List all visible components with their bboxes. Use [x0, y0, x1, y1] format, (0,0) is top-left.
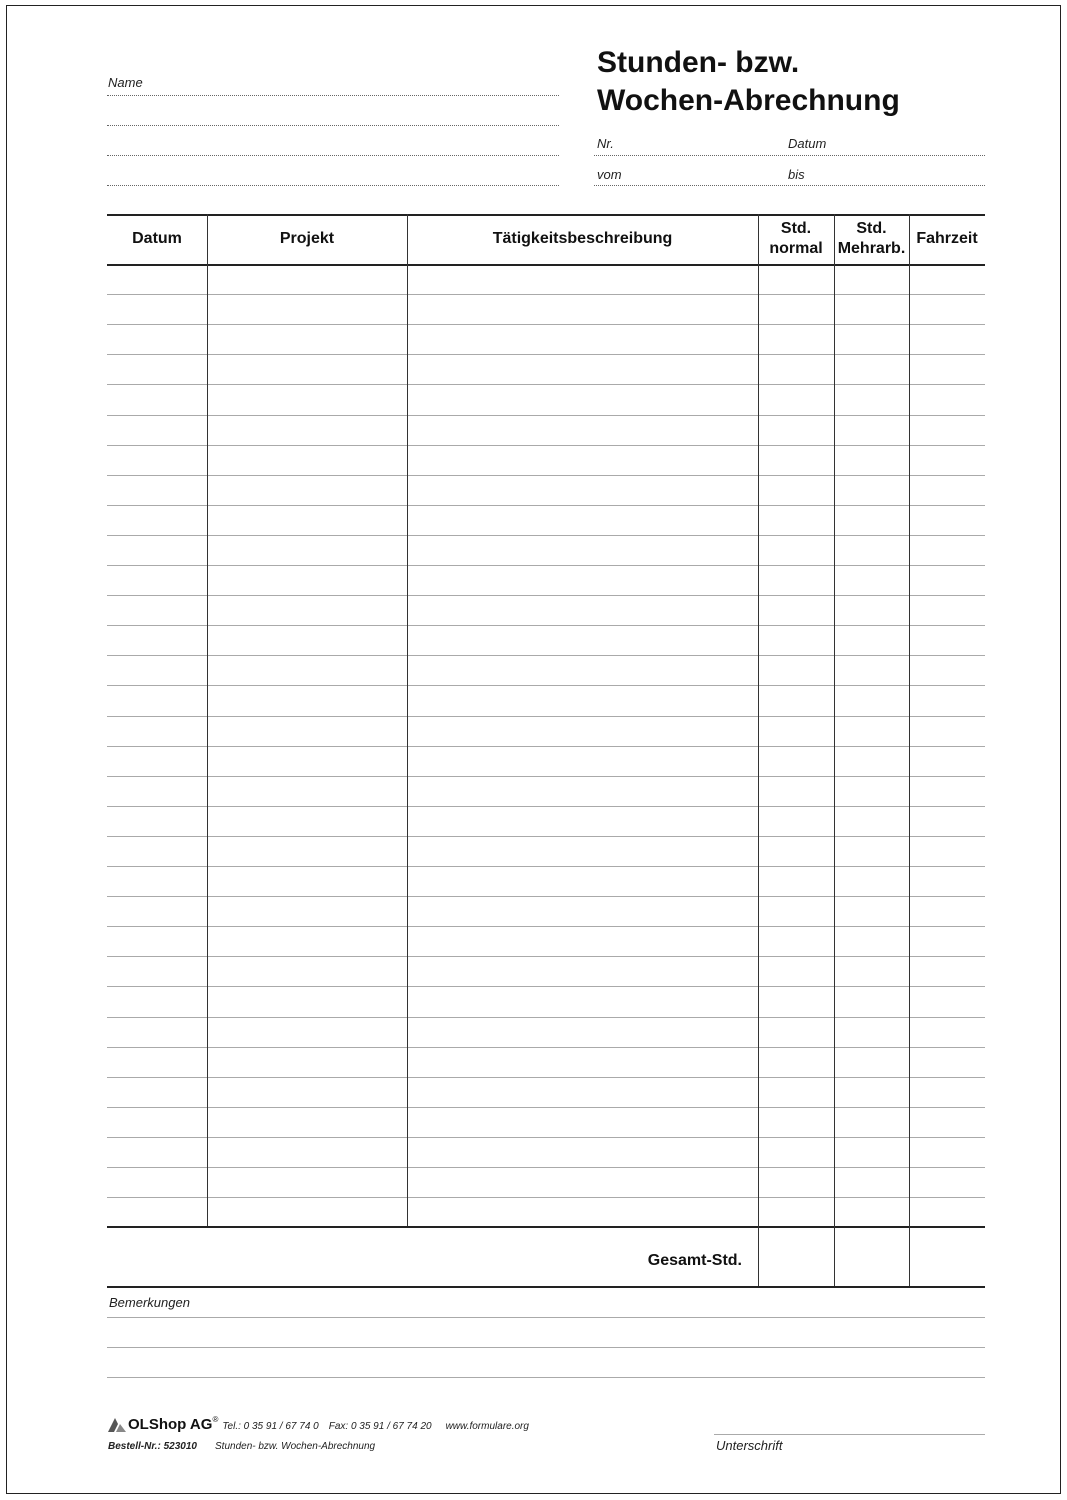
- footer-company-block: [108, 1416, 529, 1433]
- col-header-taetigkeit: Tätigkeitsbeschreibung: [492, 230, 673, 247]
- table-row-line: [107, 806, 985, 807]
- col-header-fahrzeit: Fahrzeit: [916, 230, 978, 247]
- order-number: Bestell-Nr.: 523010: [108, 1441, 197, 1452]
- table-row-line: [107, 1197, 985, 1198]
- table-row-line: [107, 415, 985, 416]
- table-column-divider: [407, 214, 408, 1226]
- remarks-line-1[interactable]: [107, 1317, 985, 1318]
- table-column-divider: [207, 214, 208, 1226]
- remarks-line-2[interactable]: [107, 1347, 985, 1348]
- table-row-line: [107, 776, 985, 777]
- nr-label: Nr.: [597, 136, 614, 151]
- total-label: Gesamt-Std.: [647, 1252, 742, 1269]
- table-row-line: [107, 716, 985, 717]
- table-total-bottom-border: [107, 1286, 985, 1288]
- signature-line[interactable]: [714, 1434, 985, 1435]
- table-row-line: [107, 866, 985, 867]
- name-label: Name: [108, 75, 143, 90]
- datum-label: Datum: [788, 136, 827, 151]
- table-row-line: [107, 595, 985, 596]
- table-row-line: [107, 324, 985, 325]
- table-row-line: [107, 896, 985, 897]
- order-title: Stunden- bzw. Wochen-Abrechnung: [215, 1441, 376, 1452]
- vom-label: vom: [597, 167, 622, 182]
- table-header-bottom-border: [107, 264, 985, 266]
- company-tel: Tel.: 0 35 91 / 67 74 0: [222, 1421, 319, 1432]
- table-body-bottom-border: [107, 1226, 985, 1228]
- table-row-line: [107, 1047, 985, 1048]
- table-row-line: [107, 655, 985, 656]
- total-row: [627, 1252, 927, 1272]
- table-top-border: [107, 214, 985, 216]
- registered-mark: ®: [212, 1415, 219, 1424]
- vom-bis-line[interactable]: [594, 185, 985, 186]
- table-row-line: [107, 1077, 985, 1078]
- col-header-std-normal: [758, 214, 834, 264]
- name-line-2[interactable]: [107, 125, 559, 126]
- table-row-line: [107, 1167, 985, 1168]
- company-fax: Fax: 0 35 91 / 67 74 20: [328, 1421, 432, 1432]
- table-row-line: [107, 836, 985, 837]
- table-row-line: [107, 354, 985, 355]
- table-column-divider: [909, 214, 910, 1286]
- table-row-line: [107, 1017, 985, 1018]
- table-row-line: [107, 565, 985, 566]
- table-row-line: [107, 986, 985, 987]
- table-row-line: [107, 746, 985, 747]
- table-row-line: [107, 475, 985, 476]
- table-column-divider: [834, 214, 835, 1286]
- table-column-divider: [758, 214, 759, 1286]
- table-row-line: [107, 505, 985, 506]
- table-row-line: [107, 384, 985, 385]
- form-title-line-1: Stunden- bzw.: [597, 46, 800, 79]
- table-row-line: [107, 1137, 985, 1138]
- table-row-line: [107, 685, 985, 686]
- table-row-line: [107, 1107, 985, 1108]
- signature-label: Unterschrift: [716, 1438, 783, 1453]
- bis-label: bis: [788, 167, 805, 182]
- table-row-line: [107, 294, 985, 295]
- col-header-std-mehrarb-line-2: Mehrarb.: [837, 240, 906, 257]
- form-title: [597, 44, 900, 120]
- company-name: OLShop AG: [128, 1416, 213, 1433]
- table-row-line: [107, 926, 985, 927]
- col-header-std-normal-line-1: Std.: [780, 220, 812, 237]
- table-row-line: [107, 625, 985, 626]
- col-header-std-normal-line-2: normal: [769, 240, 823, 257]
- form-title-line-2: Wochen-Abrechnung: [597, 84, 900, 117]
- olshop-logo-icon: [108, 1417, 126, 1432]
- col-header-std-mehrarb: [834, 214, 909, 264]
- table-row-line: [107, 956, 985, 957]
- name-line-1[interactable]: [107, 95, 559, 96]
- col-header-projekt: Projekt: [279, 230, 335, 247]
- nr-datum-line[interactable]: [594, 155, 985, 156]
- company-web: www.formulare.org: [445, 1421, 529, 1432]
- table-row-line: [107, 535, 985, 536]
- col-header-std-mehrarb-line-1: Std.: [856, 220, 887, 237]
- remarks-label: Bemerkungen: [109, 1295, 190, 1310]
- col-header-datum: Datum: [132, 230, 182, 247]
- name-line-4[interactable]: [107, 185, 559, 186]
- remarks-line-3[interactable]: [107, 1377, 985, 1378]
- table-row-line: [107, 445, 985, 446]
- name-line-3[interactable]: [107, 155, 559, 156]
